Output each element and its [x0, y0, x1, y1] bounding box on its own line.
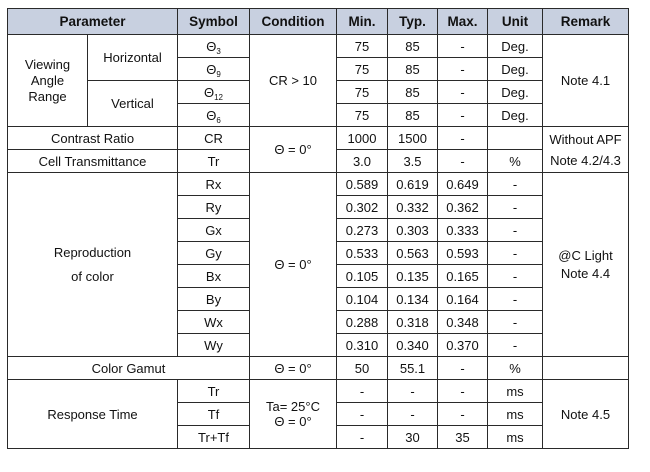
symbol-cell: Ry [178, 196, 250, 219]
typ-cell: - [388, 380, 438, 403]
typ-cell: 0.563 [388, 242, 438, 265]
response-remark: Note 4.5 [543, 380, 629, 449]
color-condition: Θ = 0° [250, 173, 337, 357]
max-cell: 0.370 [438, 334, 488, 357]
unit-cell: Deg. [488, 35, 543, 58]
header-remark: Remark [543, 9, 629, 35]
gamut-remark [543, 357, 629, 380]
max-cell: - [438, 357, 488, 380]
max-cell: 0.362 [438, 196, 488, 219]
min-cell: 0.104 [337, 288, 388, 311]
min-cell: - [337, 426, 388, 449]
max-cell: - [438, 81, 488, 104]
viewing-angle-label: Viewing Angle Range [8, 35, 88, 127]
header-typ: Typ. [388, 9, 438, 35]
response-condition: Ta= 25°C Θ = 0° [250, 380, 337, 449]
typ-cell: 0.340 [388, 334, 438, 357]
max-cell: - [438, 403, 488, 426]
unit-cell: - [488, 196, 543, 219]
cr-tr-remark: Without APF Note 4.2/4.3 [543, 127, 629, 173]
max-cell: 0.165 [438, 265, 488, 288]
typ-cell: 85 [388, 104, 438, 127]
unit-cell: ms [488, 426, 543, 449]
unit-cell: ms [488, 380, 543, 403]
table-row [8, 380, 629, 403]
symbol-cell: Tr [178, 150, 250, 173]
min-cell: 75 [337, 35, 388, 58]
symbol-cell: $\Theta_9$ [178, 58, 250, 81]
symbol-cell: $\Theta_{12}$ [178, 81, 250, 104]
header-max: Max. [438, 9, 488, 35]
symbol-cell: Bx [178, 265, 250, 288]
max-cell: 0.593 [438, 242, 488, 265]
table-row [8, 357, 629, 380]
typ-cell: 85 [388, 58, 438, 81]
symbol-cell: CR [178, 127, 250, 150]
typ-cell: 55.1 [388, 357, 438, 380]
min-cell: - [337, 380, 388, 403]
unit-cell: - [488, 173, 543, 196]
horizontal-label: Horizontal [88, 35, 178, 81]
max-cell: - [438, 104, 488, 127]
cr-tr-condition: Θ = 0° [250, 127, 337, 173]
unit-cell: - [488, 242, 543, 265]
typ-cell: 0.619 [388, 173, 438, 196]
unit-cell: ms [488, 403, 543, 426]
typ-cell: 0.303 [388, 219, 438, 242]
min-cell: 50 [337, 357, 388, 380]
max-cell: 0.348 [438, 311, 488, 334]
min-cell: 75 [337, 104, 388, 127]
unit-cell [488, 127, 543, 150]
min-cell: 0.273 [337, 219, 388, 242]
min-cell: 3.0 [337, 150, 388, 173]
max-cell: 0.333 [438, 219, 488, 242]
max-cell: 0.164 [438, 288, 488, 311]
symbol-cell: $\Theta_3$ [178, 35, 250, 58]
typ-cell: 30 [388, 426, 438, 449]
typ-cell: - [388, 403, 438, 426]
max-cell: - [438, 35, 488, 58]
unit-cell: - [488, 219, 543, 242]
viewing-remark: Note 4.1 [543, 35, 629, 127]
header-row [8, 9, 629, 35]
header-parameter: Parameter [8, 9, 178, 35]
typ-cell: 0.135 [388, 265, 438, 288]
viewing-condition: CR > 10 [250, 35, 337, 127]
unit-cell: - [488, 288, 543, 311]
unit-cell: - [488, 334, 543, 357]
unit-cell: % [488, 150, 543, 173]
max-cell: - [438, 58, 488, 81]
symbol-cell: Tr [178, 380, 250, 403]
min-cell: 0.533 [337, 242, 388, 265]
header-min: Min. [337, 9, 388, 35]
cell-transmittance-label: Cell Transmittance [8, 150, 178, 173]
symbol-cell: By [178, 288, 250, 311]
table-row [8, 35, 629, 58]
table-row [8, 173, 629, 196]
symbol-cell: Wx [178, 311, 250, 334]
max-cell: - [438, 150, 488, 173]
contrast-ratio-label: Contrast Ratio [8, 127, 178, 150]
unit-cell: Deg. [488, 104, 543, 127]
reproduction-of-color-label: Reproduction of color [8, 173, 178, 357]
color-gamut-label: Color Gamut [8, 357, 250, 380]
header-condition: Condition [250, 9, 337, 35]
color-remark: @C Light Note 4.4 [543, 173, 629, 357]
typ-cell: 0.318 [388, 311, 438, 334]
symbol-cell: Wy [178, 334, 250, 357]
min-cell: - [337, 403, 388, 426]
max-cell: - [438, 127, 488, 150]
symbol-cell: $\Theta_6$ [178, 104, 250, 127]
typ-cell: 3.5 [388, 150, 438, 173]
gamut-condition: Θ = 0° [250, 357, 337, 380]
vertical-label: Vertical [88, 81, 178, 127]
max-cell: 0.649 [438, 173, 488, 196]
symbol-cell: Tr+Tf [178, 426, 250, 449]
min-cell: 75 [337, 58, 388, 81]
response-time-label: Response Time [8, 380, 178, 449]
typ-cell: 0.134 [388, 288, 438, 311]
max-cell: 35 [438, 426, 488, 449]
symbol-cell: Gy [178, 242, 250, 265]
typ-cell: 85 [388, 35, 438, 58]
min-cell: 0.302 [337, 196, 388, 219]
typ-cell: 85 [388, 81, 438, 104]
symbol-cell: Rx [178, 173, 250, 196]
min-cell: 1000 [337, 127, 388, 150]
optical-spec-table [7, 8, 629, 449]
min-cell: 0.105 [337, 265, 388, 288]
min-cell: 0.589 [337, 173, 388, 196]
min-cell: 0.288 [337, 311, 388, 334]
header-unit: Unit [488, 9, 543, 35]
typ-cell: 0.332 [388, 196, 438, 219]
min-cell: 0.310 [337, 334, 388, 357]
unit-cell: % [488, 357, 543, 380]
unit-cell: - [488, 311, 543, 334]
unit-cell: - [488, 265, 543, 288]
min-cell: 75 [337, 81, 388, 104]
symbol-cell: Tf [178, 403, 250, 426]
table-row [8, 127, 629, 150]
symbol-cell: Gx [178, 219, 250, 242]
header-symbol: Symbol [178, 9, 250, 35]
typ-cell: 1500 [388, 127, 438, 150]
unit-cell: Deg. [488, 58, 543, 81]
unit-cell: Deg. [488, 81, 543, 104]
max-cell: - [438, 380, 488, 403]
